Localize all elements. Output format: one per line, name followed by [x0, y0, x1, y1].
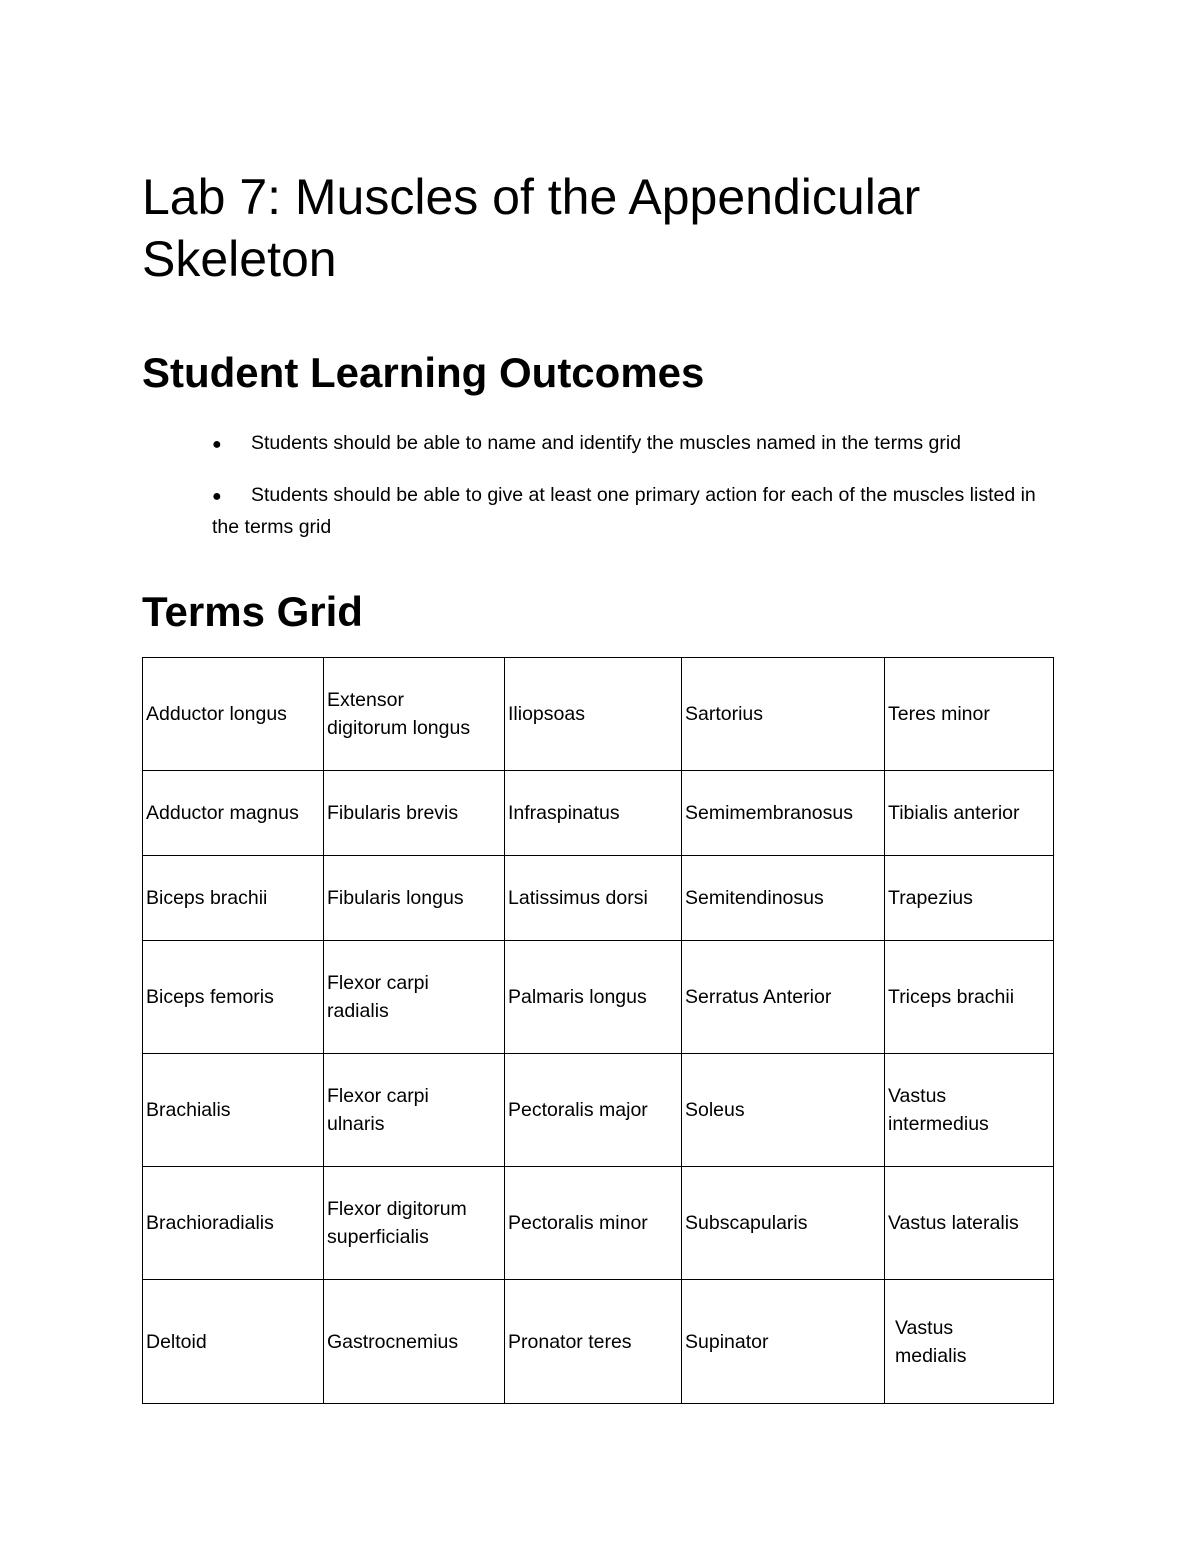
- table-cell: Semimembranosus: [682, 771, 885, 856]
- table-cell: Subscapularis: [682, 1167, 885, 1280]
- table-cell: Soleus: [682, 1054, 885, 1167]
- table-cell: Biceps femoris: [143, 941, 324, 1054]
- page-title: Lab 7: Muscles of the Appendicular Skeleton: [142, 169, 921, 287]
- table-cell: Pectoralis major: [505, 1054, 682, 1167]
- table-row: [143, 658, 1054, 771]
- table-cell: Flexor carpi radialis: [324, 941, 505, 1054]
- terms-grid-heading: Terms Grid: [142, 588, 363, 635]
- table-cell: Brachialis: [143, 1054, 324, 1167]
- table-cell: Fibularis brevis: [324, 771, 505, 856]
- table-cell: Teres minor: [885, 658, 1054, 771]
- table-cell: Triceps brachii: [885, 941, 1054, 1054]
- table-cell: Trapezius: [885, 856, 1054, 941]
- table-cell: Serratus Anterior: [682, 941, 885, 1054]
- table-cell: Brachioradialis: [143, 1167, 324, 1280]
- terms-grid-table: [142, 657, 1054, 1404]
- table-row: [143, 1280, 1054, 1404]
- table-cell: Palmaris longus: [505, 941, 682, 1054]
- table-cell: Biceps brachii: [143, 856, 324, 941]
- table-row: [143, 856, 1054, 941]
- table-cell: Sartorius: [682, 658, 885, 771]
- table-cell: Deltoid: [143, 1280, 324, 1404]
- bullet-icon: ●: [212, 436, 222, 453]
- table-cell: Iliopsoas: [505, 658, 682, 771]
- table-row: [143, 771, 1054, 856]
- table-cell: Tibialis anterior: [885, 771, 1054, 856]
- table-cell: Flexor digitorum superficialis: [324, 1167, 505, 1280]
- table-cell: Latissimus dorsi: [505, 856, 682, 941]
- table-cell: Infraspinatus: [505, 771, 682, 856]
- table-cell: Vastus lateralis: [885, 1167, 1054, 1280]
- table-cell: Pronator teres: [505, 1280, 682, 1404]
- table-cell: Adductor longus: [143, 658, 324, 771]
- table-cell: Semitendinosus: [682, 856, 885, 941]
- outcomes-list: [212, 428, 1062, 562]
- table-cell: Flexor carpi ulnaris: [324, 1054, 505, 1167]
- outcomes-heading: Student Learning Outcomes: [142, 349, 705, 396]
- table-row: [143, 941, 1054, 1054]
- table-row: [143, 1054, 1054, 1167]
- table-cell: Vastus medialis: [885, 1280, 1054, 1404]
- outcome-text: Students should be able to give at least one primary action for each of the muscles listed in the terms grid: [212, 484, 1036, 538]
- table-cell: Vastus intermedius: [885, 1054, 1054, 1167]
- table-cell: Gastrocnemius: [324, 1280, 505, 1404]
- table-cell: Extensor digitorum longus: [324, 658, 505, 771]
- outcome-text: Students should be able to name and identify the muscles named in the terms grid: [251, 432, 961, 454]
- table-cell: Supinator: [682, 1280, 885, 1404]
- table-cell: Fibularis longus: [324, 856, 505, 941]
- outcome-item: [212, 428, 1062, 460]
- table-cell: Adductor magnus: [143, 771, 324, 856]
- table-row: [143, 1167, 1054, 1280]
- table-cell: Pectoralis minor: [505, 1167, 682, 1280]
- outcome-item: [212, 480, 1062, 542]
- bullet-icon: ●: [212, 488, 222, 505]
